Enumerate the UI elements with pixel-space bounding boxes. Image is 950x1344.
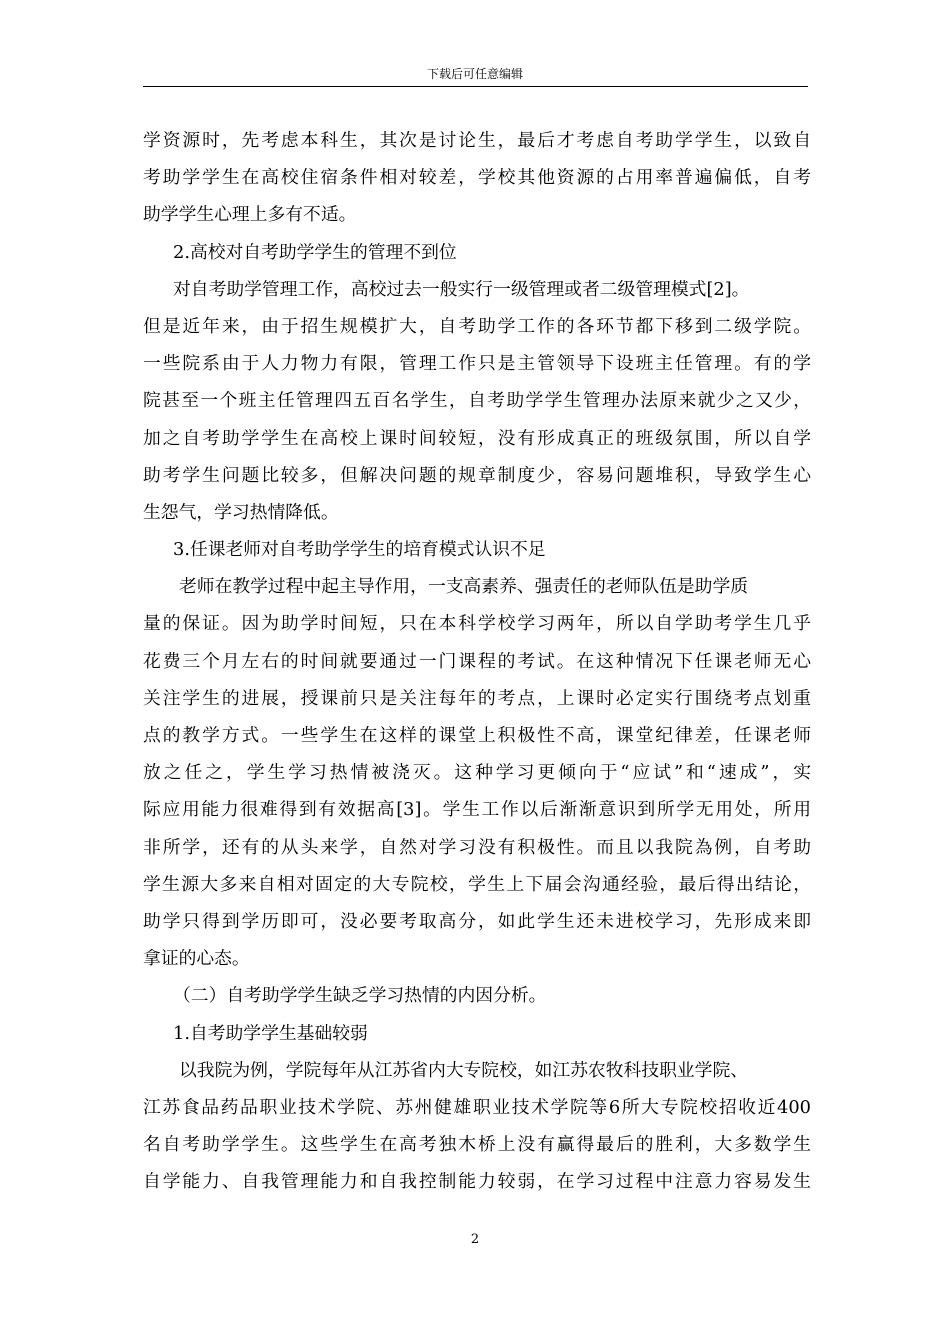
text-line: 但是近年来，由于招生规模扩大，自考助学工作的各环节都下移到二级学院。 <box>143 315 811 337</box>
header-divider <box>143 86 808 87</box>
text-line: 学资源时，先考虑本科生，其次是讨论生，最后才考虑自考助学学生，以致自 <box>143 130 811 151</box>
text-line: 助学只得到学历即可，没必要考取高分，如此学生还未进校学习，先形成来即 <box>143 910 811 932</box>
section-heading: 3.任课老师对自考助学学生的培育模式认识不足 <box>173 539 546 561</box>
text-line: 关注学生的进展，授课前只是关注每年的考点，上课时必定实行围绕考点划重 <box>143 687 811 709</box>
text-line: 以我院为例，学院每年从江苏省内大专院校，如江苏农牧科技职业学院、 <box>179 1059 749 1081</box>
text-line: 江苏食品药品职业技术学院、苏州健雄职业技术学院等6所大专院校招收近400 <box>143 1096 811 1118</box>
text-line: 助考学生问题比较多，但解决问题的规章制度少，容易问题堆积，导致学生心 <box>143 464 811 486</box>
page-header: 下载后可任意编辑 <box>426 67 523 81</box>
text-line: 对自考助学管理工作，高校过去一般实行一级管理或者二级管理模式[2]。 <box>173 278 750 300</box>
section-heading: 2.高校对自考助学学生的管理不到位 <box>173 241 457 263</box>
text-line: 考助学学生在高校住宿条件相对较差，学校其他资源的占用率普遍偏低，自考 <box>143 167 811 189</box>
text-line: 点的教学方式。一些学生在这样的课堂上积极性不高，课堂纪律差，任课老师 <box>143 725 811 746</box>
text-line: 名自考助学学生。这些学生在高考独木桥上没有赢得最后的胜利，大多数学生 <box>143 1134 811 1156</box>
text-line: 一些院系由于人力物力有限，管理工作只是主管领导下设班主任管理。有的学 <box>143 353 811 375</box>
text-line: 生怨气，学习热情降低。 <box>143 501 339 523</box>
text-line: 拿证的心态。 <box>143 948 250 970</box>
text-line: 助学学生心理上多有不适。 <box>143 204 357 226</box>
text-line: 学生源大多来自相对固定的大专院校，学生上下届会沟通经验，最后得出结论， <box>143 873 811 895</box>
text-line: 加之自考助学学生在高校上课时间较短，没有形成真正的班级氛围，所以自学 <box>143 427 811 449</box>
text-line: 际应用能力很难得到有效据高[3]。学生工作以后渐渐意识到所学无用处，所用 <box>143 799 811 821</box>
text-line: 自学能力、自我管理能力和自我控制能力较弱，在学习过程中注意力容易发生 <box>143 1171 811 1193</box>
section-heading: （二）自考助学学生缺乏学习热情的内因分析。 <box>173 985 547 1007</box>
text-line: 非所学，还有的从头来学，自然对学习没有积极性。而且以我院為例，自考助 <box>143 836 811 858</box>
text-line: 院甚至一个班主任管理四五百名学生，自考助学学生管理办法原来就少之又少， <box>143 390 811 412</box>
text-line: 放之任之，学生学习热情被浇灭。这种学习更倾向于“应试”和“速成”，实 <box>143 762 811 784</box>
body-text <box>143 122 811 1200</box>
section-heading: 1.自考助学学生基础较弱 <box>173 1022 368 1044</box>
text-line: 量的保证。因为助学时间短，只在本科学校学习两年，所以自学助考学生几乎 <box>143 613 811 635</box>
text-line: 花费三个月左右的时间就要通过一门课程的考试。在这种情况下任课老师无心 <box>143 650 811 672</box>
text-line: 老师在教学过程中起主导作用，一支高素养、强责任的老师队伍是助学质 <box>179 576 749 598</box>
page-number: 2 <box>470 1232 480 1247</box>
